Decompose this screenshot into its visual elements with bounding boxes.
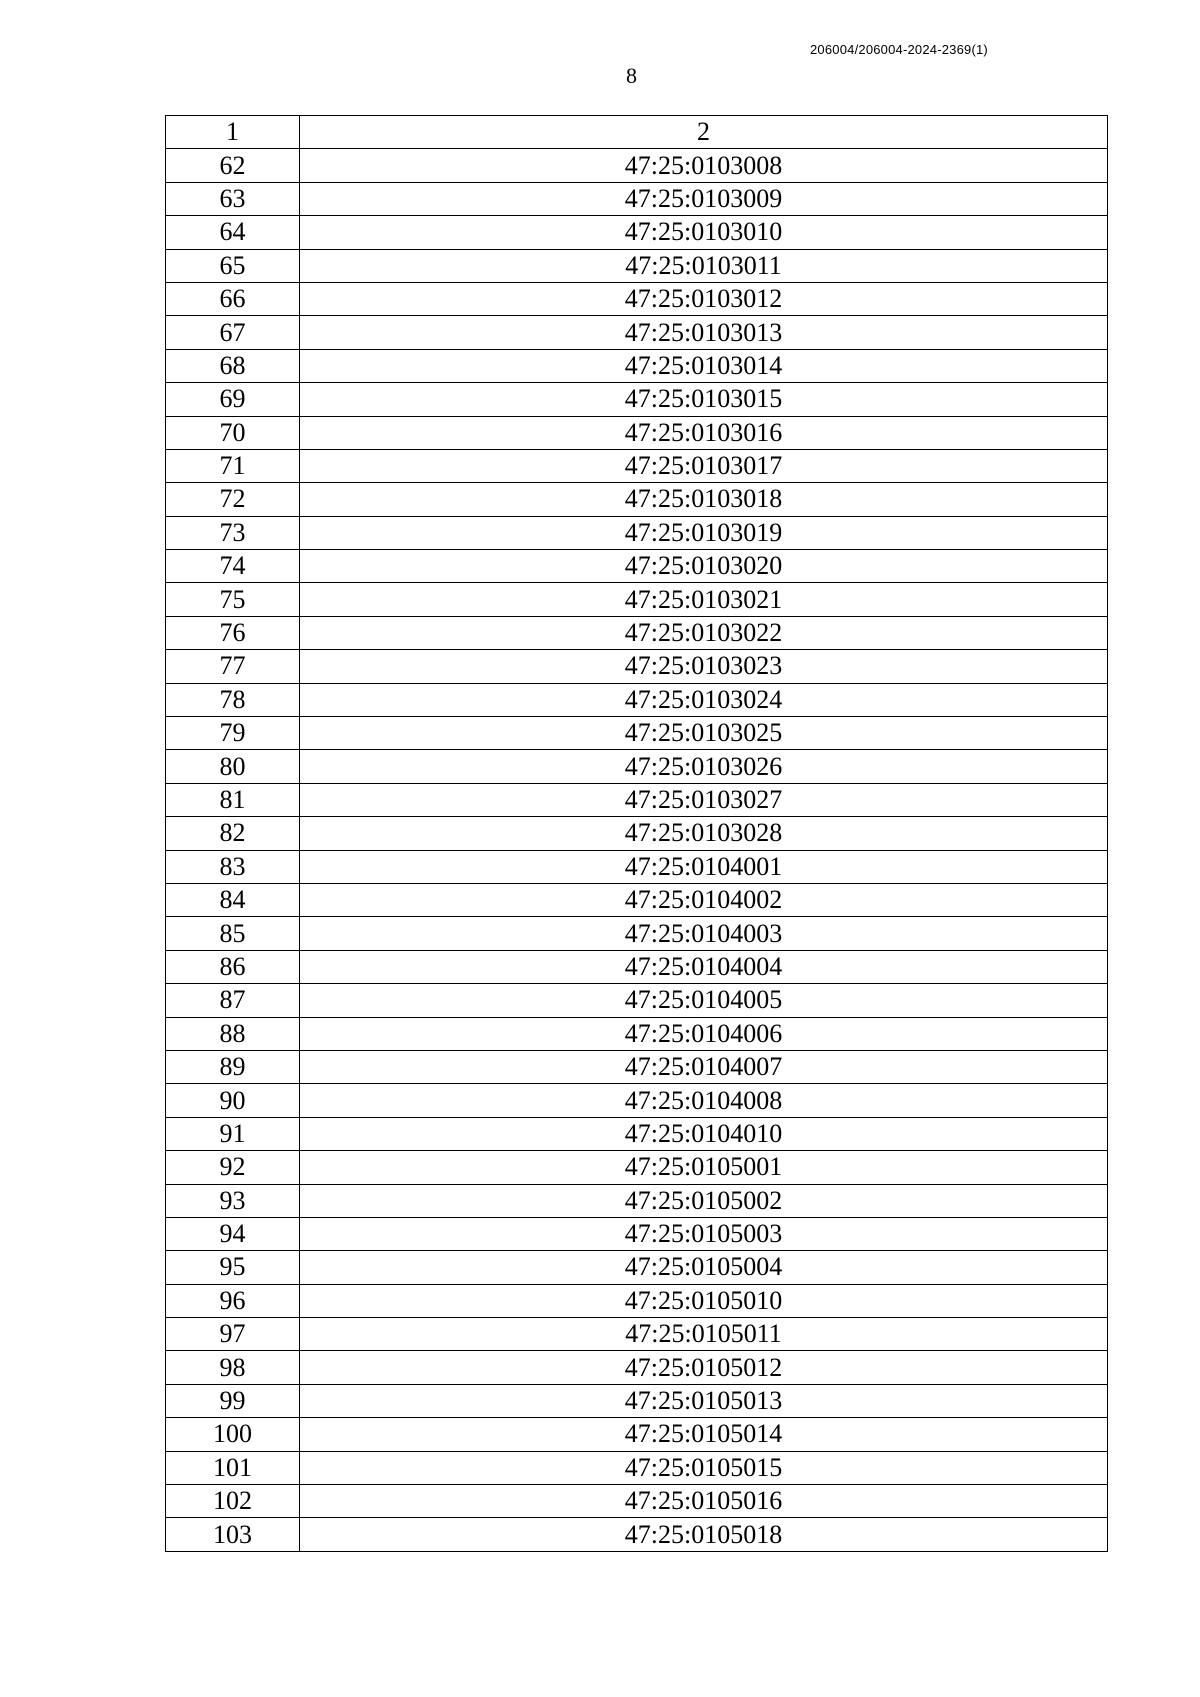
row-number-cell: 78 [166, 683, 300, 716]
row-number-cell: 91 [166, 1117, 300, 1150]
table-row [166, 550, 1108, 583]
column-header: 2 [300, 116, 1108, 149]
cadastral-number-cell: 47:25:0104003 [300, 917, 1108, 950]
cadastral-number-cell: 47:25:0104010 [300, 1117, 1108, 1150]
table-body [166, 116, 1108, 1552]
cadastral-number-cell: 47:25:0105014 [300, 1418, 1108, 1451]
table-row [166, 416, 1108, 449]
table-row [166, 1017, 1108, 1050]
row-number-cell: 73 [166, 516, 300, 549]
cadastral-number-cell: 47:25:0103016 [300, 416, 1108, 449]
table-header-row [166, 116, 1108, 149]
cadastral-number-cell: 47:25:0103022 [300, 616, 1108, 649]
cadastral-number-cell: 47:25:0103026 [300, 750, 1108, 783]
cadastral-number-cell: 47:25:0103025 [300, 717, 1108, 750]
cadastral-number-cell: 47:25:0103011 [300, 249, 1108, 282]
row-number-cell: 101 [166, 1451, 300, 1484]
cadastral-number-cell: 47:25:0104006 [300, 1017, 1108, 1050]
cadastral-number-cell: 47:25:0103018 [300, 483, 1108, 516]
row-number-cell: 74 [166, 550, 300, 583]
table-row [166, 783, 1108, 816]
table-row [166, 984, 1108, 1017]
table-row [166, 817, 1108, 850]
cadastral-number-cell: 47:25:0105013 [300, 1384, 1108, 1417]
row-number-cell: 70 [166, 416, 300, 449]
cadastral-number-cell: 47:25:0105002 [300, 1184, 1108, 1217]
cadastral-number-cell: 47:25:0105015 [300, 1451, 1108, 1484]
cadastral-number-cell: 47:25:0103019 [300, 516, 1108, 549]
row-number-cell: 90 [166, 1084, 300, 1117]
document-reference: 206004/206004-2024-2369(1) [810, 42, 988, 57]
row-number-cell: 98 [166, 1351, 300, 1384]
row-number-cell: 84 [166, 883, 300, 916]
row-number-cell: 96 [166, 1284, 300, 1317]
table-row [166, 850, 1108, 883]
cadastral-number-cell: 47:25:0103010 [300, 216, 1108, 249]
page-number: 8 [626, 63, 637, 88]
table-row [166, 616, 1108, 649]
cadastral-number-cell: 47:25:0105011 [300, 1318, 1108, 1351]
row-number-cell: 85 [166, 917, 300, 950]
table-row [166, 216, 1108, 249]
row-number-cell: 93 [166, 1184, 300, 1217]
row-number-cell: 87 [166, 984, 300, 1017]
row-number-cell: 77 [166, 650, 300, 683]
row-number-cell: 100 [166, 1418, 300, 1451]
cadastral-number-cell: 47:25:0104001 [300, 850, 1108, 883]
table-row [166, 1217, 1108, 1250]
cadastral-number-cell: 47:25:0103028 [300, 817, 1108, 850]
row-number-cell: 75 [166, 583, 300, 616]
row-number-cell: 92 [166, 1151, 300, 1184]
cadastral-number-cell: 47:25:0104005 [300, 984, 1108, 1017]
table-row [166, 1050, 1108, 1083]
row-number-cell: 103 [166, 1518, 300, 1551]
row-number-cell: 97 [166, 1318, 300, 1351]
row-number-cell: 76 [166, 616, 300, 649]
table-row [166, 1418, 1108, 1451]
cadastral-number-cell: 47:25:0103008 [300, 149, 1108, 182]
row-number-cell: 89 [166, 1050, 300, 1083]
table-row [166, 683, 1108, 716]
row-number-cell: 68 [166, 349, 300, 382]
row-number-cell: 88 [166, 1017, 300, 1050]
table-row [166, 483, 1108, 516]
row-number-cell: 79 [166, 717, 300, 750]
table-row [166, 1184, 1108, 1217]
row-number-cell: 94 [166, 1217, 300, 1250]
column-header: 1 [166, 116, 300, 149]
table-row [166, 349, 1108, 382]
table-row [166, 1384, 1108, 1417]
cadastral-number-cell: 47:25:0103015 [300, 383, 1108, 416]
table-row [166, 149, 1108, 182]
row-number-cell: 80 [166, 750, 300, 783]
row-number-cell: 99 [166, 1384, 300, 1417]
cadastral-number-cell: 47:25:0105004 [300, 1251, 1108, 1284]
table-row [166, 650, 1108, 683]
row-number-cell: 83 [166, 850, 300, 883]
row-number-cell: 69 [166, 383, 300, 416]
cadastral-number-cell: 47:25:0105001 [300, 1151, 1108, 1184]
table-row [166, 383, 1108, 416]
cadastral-number-cell: 47:25:0103017 [300, 449, 1108, 482]
cadastral-number-cell: 47:25:0104004 [300, 950, 1108, 983]
cadastral-number-cell: 47:25:0105018 [300, 1518, 1108, 1551]
cadastral-number-cell: 47:25:0103024 [300, 683, 1108, 716]
row-number-cell: 65 [166, 249, 300, 282]
table-row [166, 516, 1108, 549]
table-row [166, 182, 1108, 215]
cadastral-table [165, 115, 1108, 1552]
row-number-cell: 62 [166, 149, 300, 182]
cadastral-number-cell: 47:25:0104008 [300, 1084, 1108, 1117]
row-number-cell: 64 [166, 216, 300, 249]
table-row [166, 1518, 1108, 1551]
table-row [166, 917, 1108, 950]
cadastral-number-cell: 47:25:0103027 [300, 783, 1108, 816]
table-row [166, 316, 1108, 349]
row-number-cell: 102 [166, 1485, 300, 1518]
table-row [166, 750, 1108, 783]
table-row [166, 1117, 1108, 1150]
table-row [166, 1151, 1108, 1184]
cadastral-number-cell: 47:25:0105003 [300, 1217, 1108, 1250]
table-row [166, 1084, 1108, 1117]
cadastral-number-cell: 47:25:0103013 [300, 316, 1108, 349]
cadastral-number-cell: 47:25:0105016 [300, 1485, 1108, 1518]
cadastral-number-cell: 47:25:0105012 [300, 1351, 1108, 1384]
cadastral-number-cell: 47:25:0103021 [300, 583, 1108, 616]
table-row [166, 950, 1108, 983]
row-number-cell: 95 [166, 1251, 300, 1284]
cadastral-number-cell: 47:25:0104007 [300, 1050, 1108, 1083]
table-row [166, 1284, 1108, 1317]
table-row [166, 583, 1108, 616]
table-row [166, 282, 1108, 315]
table-row [166, 717, 1108, 750]
table-row [166, 1451, 1108, 1484]
row-number-cell: 71 [166, 449, 300, 482]
row-number-cell: 66 [166, 282, 300, 315]
row-number-cell: 86 [166, 950, 300, 983]
table-row [166, 1485, 1108, 1518]
row-number-cell: 67 [166, 316, 300, 349]
row-number-cell: 81 [166, 783, 300, 816]
cadastral-number-cell: 47:25:0103020 [300, 550, 1108, 583]
row-number-cell: 72 [166, 483, 300, 516]
table-row [166, 883, 1108, 916]
row-number-cell: 82 [166, 817, 300, 850]
table-row [166, 1351, 1108, 1384]
row-number-cell: 63 [166, 182, 300, 215]
table-row [166, 449, 1108, 482]
cadastral-number-cell: 47:25:0103012 [300, 282, 1108, 315]
cadastral-number-cell: 47:25:0104002 [300, 883, 1108, 916]
table-row [166, 249, 1108, 282]
cadastral-number-cell: 47:25:0105010 [300, 1284, 1108, 1317]
table-row [166, 1251, 1108, 1284]
cadastral-number-cell: 47:25:0103009 [300, 182, 1108, 215]
table-row [166, 1318, 1108, 1351]
cadastral-number-cell: 47:25:0103014 [300, 349, 1108, 382]
cadastral-number-cell: 47:25:0103023 [300, 650, 1108, 683]
